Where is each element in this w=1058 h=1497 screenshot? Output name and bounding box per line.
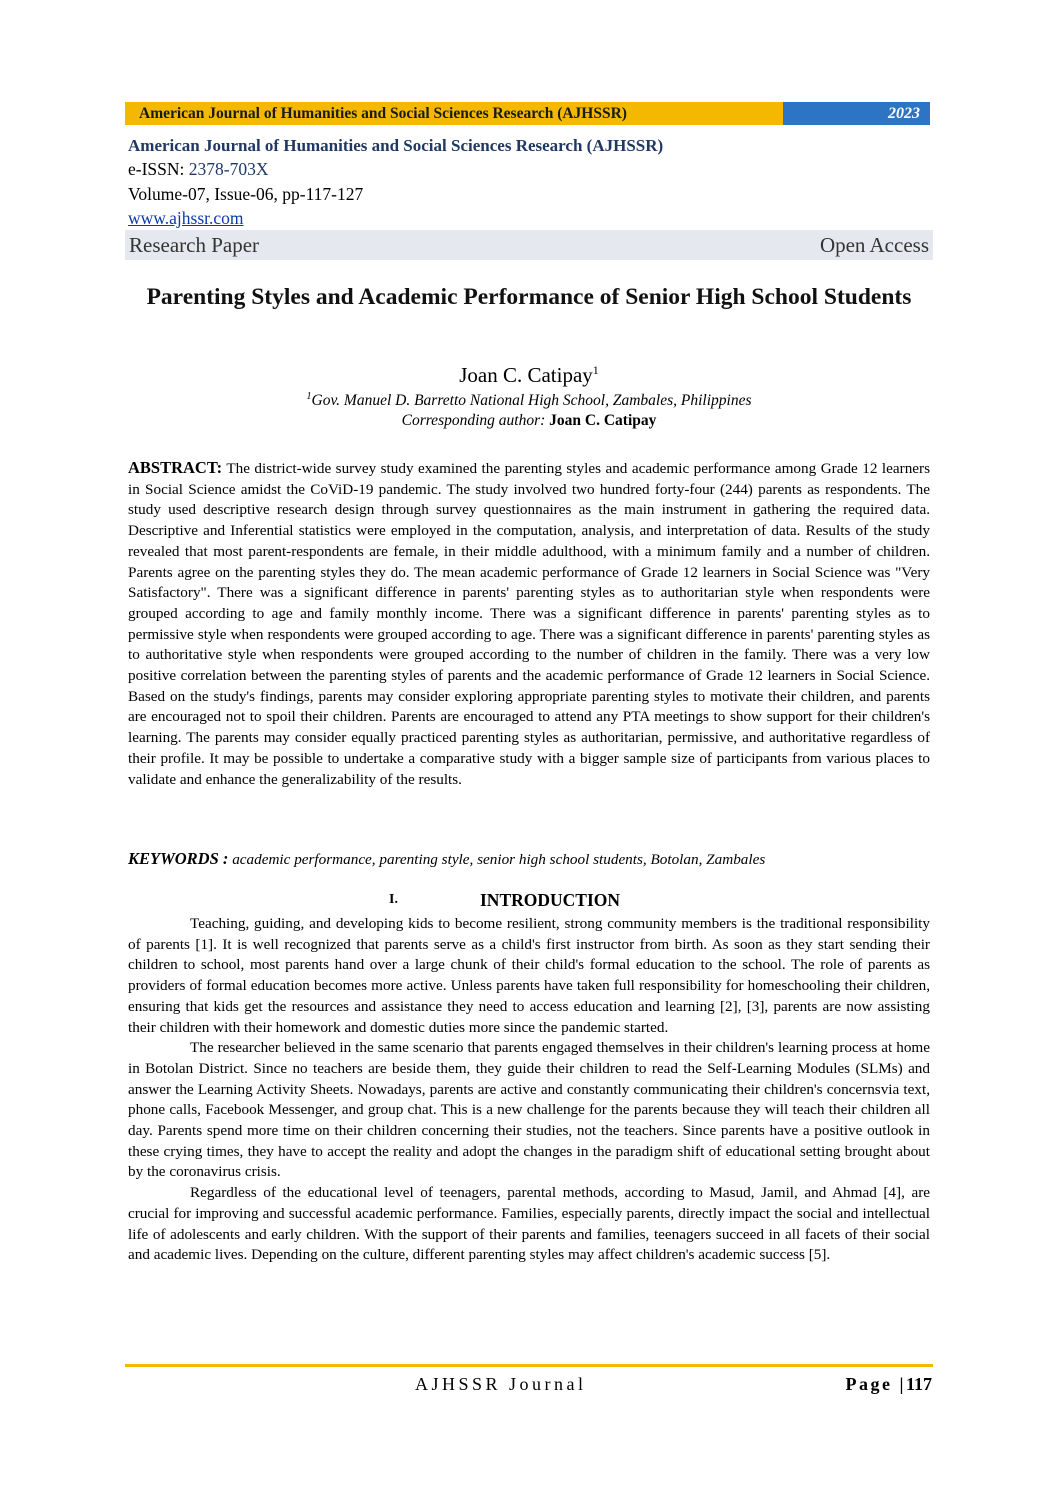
volume-info: Volume-07, Issue-06, pp-117-127 bbox=[128, 184, 364, 204]
issn-value: 2378-703X bbox=[188, 159, 269, 179]
issn-label: e-ISSN: bbox=[128, 159, 189, 179]
footer-divider bbox=[125, 1364, 933, 1367]
page-number: 117 bbox=[905, 1374, 932, 1394]
author-name: Joan C. Catipay bbox=[459, 363, 593, 387]
introduction-body bbox=[128, 914, 930, 1266]
author-line bbox=[0, 363, 1058, 388]
corresponding-label: Corresponding author: bbox=[401, 412, 550, 429]
keywords-label: KEYWORDS : bbox=[128, 849, 229, 868]
page-label: Page | bbox=[845, 1374, 906, 1394]
journal-website-link[interactable]: www.ajhssr.com bbox=[128, 208, 244, 228]
access-bar bbox=[125, 230, 933, 260]
paper-type: Research Paper bbox=[129, 232, 260, 257]
corresponding-author bbox=[0, 412, 1058, 430]
section-number: I. bbox=[389, 892, 398, 907]
journal-name: American Journal of Humanities and Social Sciences Research (AJHSSR) bbox=[128, 136, 664, 155]
footer-page bbox=[846, 1374, 932, 1395]
paper-title: Parenting Styles and Academic Performance of Senior High School Students bbox=[146, 284, 912, 310]
journal-info bbox=[128, 134, 932, 229]
issn-line bbox=[128, 157, 932, 182]
abstract-text: The district-wide survey study examined the parenting styles and academic performance among Grade 12 learners in Social Science amidst the CoViD-19 pandemic. The study involved two hundred forty-four (244) parents as respondents. The study used descriptive research design through survey questionnaires as the main instrument in gathering the required data. Descriptive and Inferential statistics were employed in the computation, analysis, and interpretation of data. Results of the study revealed that most parent-respondents are female, in their middle adulthood, with a minimum family and a number of children. Parents agree on the parenting styles they do. The mean academic performance of Grade 12 learners in Social Science was "Very Satisfactory". There was a significant difference in parents' parenting styles as to authoritarian style when respondents were grouped according to age and family monthly income. There was a significant difference in parents' parenting styles as to permissive style when respondents were grouped according to age. There was a significant difference in parents' parenting styles as to authoritative style when respondents were grouped according to the number of children in the family. There was a very low positive correlation between the parenting styles of parents and the academic performance of Grade 12 learners in Social Science. Based on the study's findings, parents may consider exploring appropriate parenting styles to motivate their children, and parents are encouraged not to spoil their children. Parents are encouraged to attend any PTA meetings to show support for their children's learning. The parents may consider equally practiced parenting styles as authoritarian, permissive, and authoritative regardless of their profile. It may be possible to undertake a comparative study with a bigger sample size of participants from various places to validate and enhance the generalizability of the results. bbox=[128, 460, 930, 788]
intro-paragraph: The researcher believed in the same scenario that parents engaged themselves in their children's learning process at home in Botolan District. Since no teachers are beside them, they guide their children to read the Self-Learning Modules (SLMs) and answer the Learning Activity Sheets. Nowadays, parents are active and constantly communicating their children's concernsvia text, phone calls, Facebook Messenger, and group chat. This is a new challenge for the parents because they will teach their children all day. Parents spend more time on their children concerning their studies, not the teachers. Since parents have a positive outlook in these crying times, they have to accept the reality and adopt the changes in the paradigm shift of educational setting brought about by the coronavirus crisis. bbox=[128, 1039, 930, 1181]
header-year: 2023 bbox=[783, 102, 930, 125]
intro-paragraph: Regardless of the educational level of teenagers, parental methods, according to Masud, Jamil, and Ahmad [4], are crucial for improving and successful academic performance. Families, especially parents, directly impact the social and intellectual life of adolescents and early children. With the support of their parents and families, teenagers succeed in all facets of their social and academic lives. Depending on the culture, different parenting styles may affect children's academic success [5]. bbox=[128, 1184, 930, 1264]
abstract-label: ABSTRACT: bbox=[128, 458, 223, 477]
author-superscript: 1 bbox=[592, 363, 599, 377]
corresponding-name: Joan C. Catipay bbox=[549, 412, 657, 429]
running-header bbox=[125, 102, 930, 125]
keywords bbox=[128, 849, 930, 869]
footer-journal: AJHSSR Journal bbox=[415, 1374, 587, 1394]
affiliation bbox=[0, 391, 1058, 410]
keywords-text: academic performance, parenting style, senior high school students, Botolan, Zambales bbox=[228, 851, 766, 868]
abstract bbox=[128, 458, 930, 790]
intro-paragraph: Teaching, guiding, and developing kids to become resilient, strong community members is the traditional responsibility of parents [1]. It is well recognized that parents serve as a child's first instructor from birth. As soon as they start sending their children to school, most parents hand over a large chunk of their child's formal education to the school. The role of parents as providers of formal education becomes more active. Unless parents have taken full responsibility for homeschooling their children, ensuring that kids get the resources and assistance they need to access education and learning [2], [3], parents are now assisting their children with their homework and domestic duties more since the pandemic started. bbox=[128, 915, 930, 1036]
page-footer bbox=[128, 1374, 932, 1398]
affiliation-text: Gov. Manuel D. Barretto National High School, Zambales, Philippines bbox=[311, 392, 752, 410]
access-status: Open Access bbox=[819, 232, 929, 257]
header-journal-name: American Journal of Humanities and Social Sciences Research (AJHSSR) bbox=[125, 102, 783, 125]
section-title: INTRODUCTION bbox=[480, 890, 621, 910]
affiliation-superscript: 1 bbox=[306, 391, 312, 402]
